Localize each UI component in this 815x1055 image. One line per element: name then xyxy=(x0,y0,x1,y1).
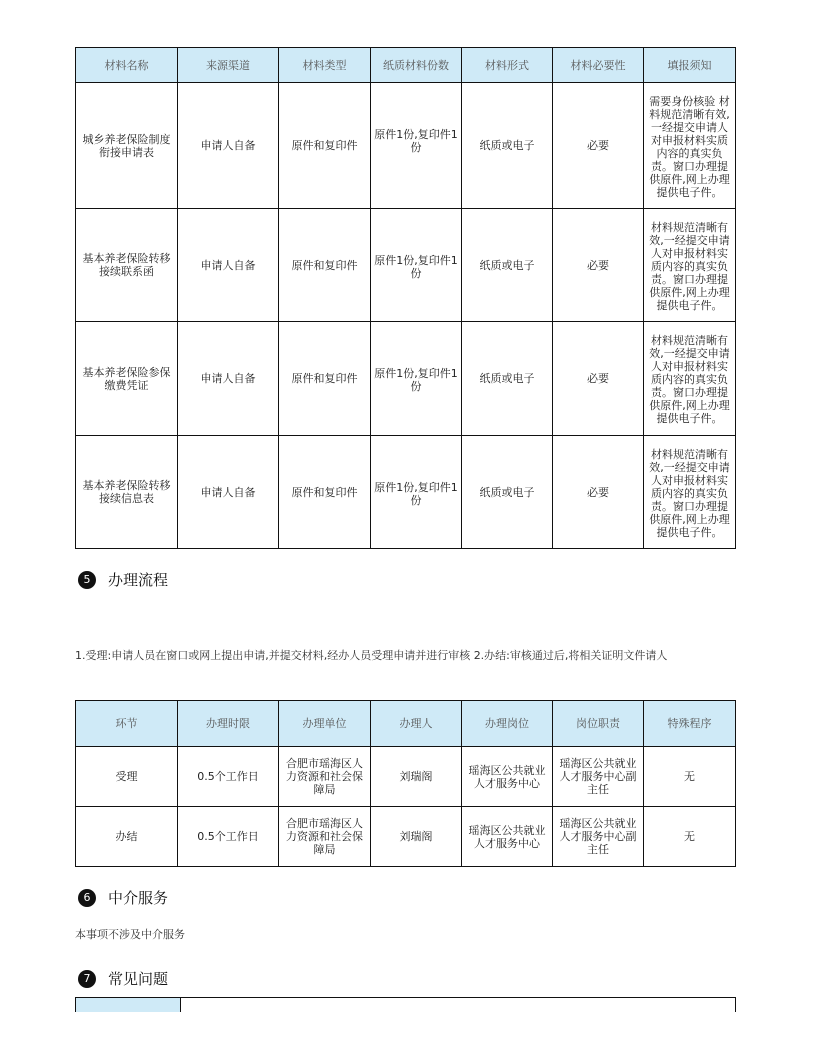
process-post: 瑶海区公共就业人才服务中心 xyxy=(462,747,553,807)
materials-header-row xyxy=(76,48,736,83)
material-copies: 原件1份,复印件1份 xyxy=(371,83,462,209)
materials-header-cell: 材料类型 xyxy=(279,48,371,83)
process-duty: 瑶海区公共就业人才服务中心副主任 xyxy=(553,807,644,867)
material-type: 原件和复印件 xyxy=(279,322,371,436)
material-form: 纸质或电子 xyxy=(462,322,553,436)
process-unit: 合肥市瑶海区人力资源和社会保障局 xyxy=(279,747,371,807)
materials-header-cell: 纸质材料份数 xyxy=(371,48,462,83)
section-title: 办理流程 xyxy=(108,571,169,589)
materials-header-cell: 来源渠道 xyxy=(178,48,279,83)
process-step: 办结 xyxy=(76,807,178,867)
process-post: 瑶海区公共就业人才服务中心 xyxy=(462,807,553,867)
material-form: 纸质或电子 xyxy=(462,209,553,322)
materials-header-cell: 材料必要性 xyxy=(553,48,644,83)
material-name: 基本养老保险转移接续信息表 xyxy=(76,436,178,549)
process-limit: 0.5个工作日 xyxy=(178,747,279,807)
material-type: 原件和复印件 xyxy=(279,436,371,549)
material-type: 原件和复印件 xyxy=(279,209,371,322)
process-person: 刘瑞阁 xyxy=(371,807,462,867)
section-title: 常见问题 xyxy=(108,970,169,988)
faq-header-cell xyxy=(76,998,181,1012)
materials-header-cell: 材料形式 xyxy=(462,48,553,83)
material-necessity: 必要 xyxy=(553,209,644,322)
material-form: 纸质或电子 xyxy=(462,436,553,549)
table-row xyxy=(76,322,736,436)
section-intermediary-heading xyxy=(78,887,168,908)
material-copies: 原件1份,复印件1份 xyxy=(371,322,462,436)
process-header-cell: 特殊程序 xyxy=(644,701,736,747)
table-row xyxy=(76,83,736,209)
material-necessity: 必要 xyxy=(553,83,644,209)
material-name: 基本养老保险转移接续联系函 xyxy=(76,209,178,322)
material-note: 需要身份核验 材料规范清晰有效,一经提交申请人对申报材料实质内容的真实负责。窗口办理提供原件,网上办理提供电子件。 xyxy=(644,83,736,209)
materials-table xyxy=(75,47,736,549)
faq-table xyxy=(75,997,736,1012)
number-7-icon: 7 xyxy=(78,970,96,988)
process-limit: 0.5个工作日 xyxy=(178,807,279,867)
material-note: 材料规范清晰有效,一经提交申请人对申报材料实质内容的真实负责。窗口办理提供原件,网上办理提供电子件。 xyxy=(644,436,736,549)
material-copies: 原件1份,复印件1份 xyxy=(371,209,462,322)
process-header-cell: 办理人 xyxy=(371,701,462,747)
material-note: 材料规范清晰有效,一经提交申请人对申报材料实质内容的真实负责。窗口办理提供原件,网上办理提供电子件。 xyxy=(644,209,736,322)
process-special: 无 xyxy=(644,807,736,867)
material-necessity: 必要 xyxy=(553,436,644,549)
section-faq-heading xyxy=(78,968,168,989)
process-header-cell: 岗位职责 xyxy=(553,701,644,747)
section-title: 中介服务 xyxy=(108,889,169,907)
process-duty: 瑶海区公共就业人才服务中心副主任 xyxy=(553,747,644,807)
table-row xyxy=(76,807,736,867)
process-header-cell: 办理岗位 xyxy=(462,701,553,747)
process-table xyxy=(75,700,736,867)
material-source: 申请人自备 xyxy=(178,322,279,436)
process-header-cell: 办理单位 xyxy=(279,701,371,747)
number-5-icon: 5 xyxy=(78,571,96,589)
material-source: 申请人自备 xyxy=(178,209,279,322)
material-source: 申请人自备 xyxy=(178,83,279,209)
intermediary-text: 本事项不涉及中介服务 xyxy=(75,928,185,941)
process-special: 无 xyxy=(644,747,736,807)
table-row xyxy=(76,209,736,322)
process-unit: 合肥市瑶海区人力资源和社会保障局 xyxy=(279,807,371,867)
process-step: 受理 xyxy=(76,747,178,807)
material-source: 申请人自备 xyxy=(178,436,279,549)
process-header-cell: 办理时限 xyxy=(178,701,279,747)
material-note: 材料规范清晰有效,一经提交申请人对申报材料实质内容的真实负责。窗口办理提供原件,网上办理提供电子件。 xyxy=(644,322,736,436)
material-name: 城乡养老保险制度衔接申请表 xyxy=(76,83,178,209)
material-form: 纸质或电子 xyxy=(462,83,553,209)
process-person: 刘瑞阁 xyxy=(371,747,462,807)
process-header-row xyxy=(76,701,736,747)
materials-header-cell: 材料名称 xyxy=(76,48,178,83)
process-header-cell: 环节 xyxy=(76,701,178,747)
material-type: 原件和复印件 xyxy=(279,83,371,209)
table-row xyxy=(76,747,736,807)
process-description: 1.受理:申请人员在窗口或网上提出申请,并提交材料,经办人员受理申请并进行审核 2.办结:审核通过后,将相关证明文件请人 xyxy=(75,649,668,662)
material-necessity: 必要 xyxy=(553,322,644,436)
section-process-heading xyxy=(78,569,168,590)
number-6-icon: 6 xyxy=(78,889,96,907)
material-name: 基本养老保险参保缴费凭证 xyxy=(76,322,178,436)
table-row xyxy=(76,436,736,549)
material-copies: 原件1份,复印件1份 xyxy=(371,436,462,549)
materials-header-cell: 填报须知 xyxy=(644,48,736,83)
